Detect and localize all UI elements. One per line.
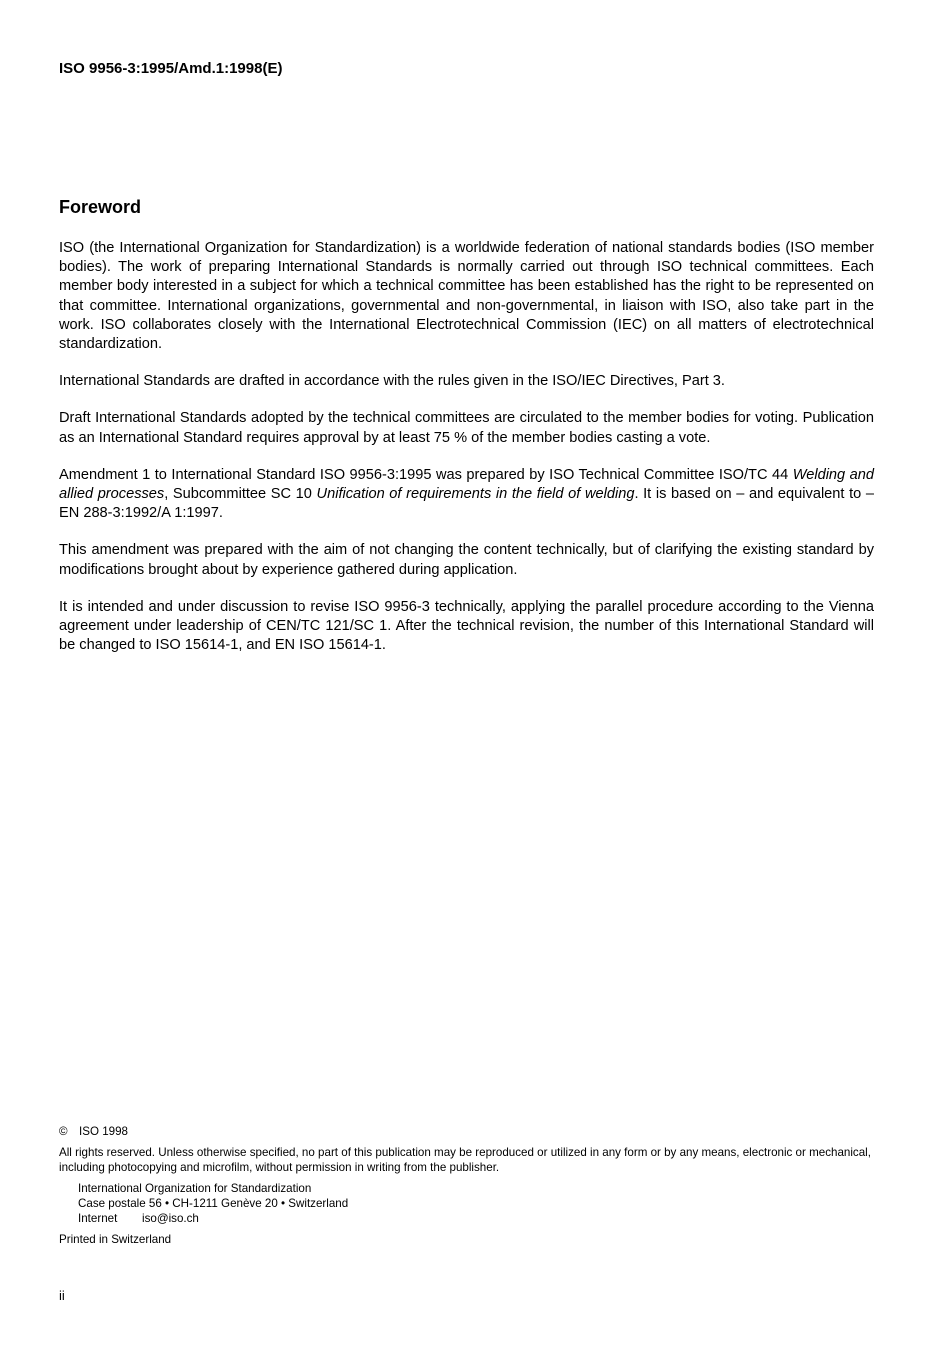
foreword-body [59,239,874,673]
para4-text-2: , Subcommittee SC 10 [164,486,317,503]
copyright-icon: © [59,1125,68,1138]
postal-address: Case postale 56 • CH-1211 Genève 20 • Switzerland [78,1197,349,1210]
para4-text-3: . It is based on – and equivalent to – EN 288-3:1992/A 1:1997. [59,486,874,522]
foreword-paragraph-6: It is intended and under discussion to revise ISO 9956-3 technically, applying the parallel procedure according to the Vienna agreement under leadership of CEN/TC 121/SC 1. After the technical revision, the number of this International Standard will be changed to ISO 15614-1, and EN ISO 15614-1. [59,598,874,654]
foreword-heading: Foreword [59,197,142,217]
subcommittee-title: Unification of requirements in the field of welding [316,486,635,503]
foreword-paragraph-2: International Standards are drafted in accordance with the rules given in the ISO/IEC Directives, Part 3. [59,373,725,390]
para4-text-1: Amendment 1 to International Standard ISO 9956-3:1995 was prepared by ISO Technical Committee ISO/TC 44 [59,466,793,483]
internet-line [78,1211,874,1226]
internet-label: Internet [78,1212,118,1225]
committee-title: Welding and allied processes [59,466,874,503]
foreword-paragraph-4 [59,466,874,524]
org-address-block [78,1181,874,1226]
foreword-paragraph-5: This amendment was prepared with the aim of not changing the content technically, but of clarifying the existing standard by modifications brought about by experience gathered during application. [59,542,874,578]
foreword-paragraph-1: ISO (the International Organization for Standardization) is a worldwide federation of national standards bodies (ISO member bodies). The work of preparing International Standards is normally carried out through ISO technical committees. Each member body interested in a subject for which a technical committee has been established has the right to be represented on that committee. International organizations, governmental and non-governmental, in liaison with ISO, also take part in the work. ISO collaborates closely with the International Electrotechnical Commission (IEC) on all matters of electrotechnical standardization. [59,240,874,353]
foreword-paragraph-3: Draft International Standards adopted by the technical committees are circulated to the member bodies for voting. Publication as an International Standard requires approval by at least 75 % of the member bodies casting a vote. [59,410,874,446]
copyright-text: ISO 1998 [79,1125,128,1138]
copyright-line [59,1124,874,1139]
copyright-footer [59,1124,874,1247]
org-name: International Organization for Standardization [78,1182,312,1195]
document-header: ISO 9956-3:1995/Amd.1:1998(E) [59,60,283,77]
internet-email: iso@iso.ch [142,1212,199,1225]
page-number: ii [59,1288,65,1303]
rights-statement: All rights reserved. Unless otherwise specified, no part of this publication may be reproduced or utilized in any form or by any means, electronic or mechanical, including photocopying and microfilm, without permission in writing from the publisher. [59,1146,871,1174]
printed-in: Printed in Switzerland [59,1233,172,1246]
